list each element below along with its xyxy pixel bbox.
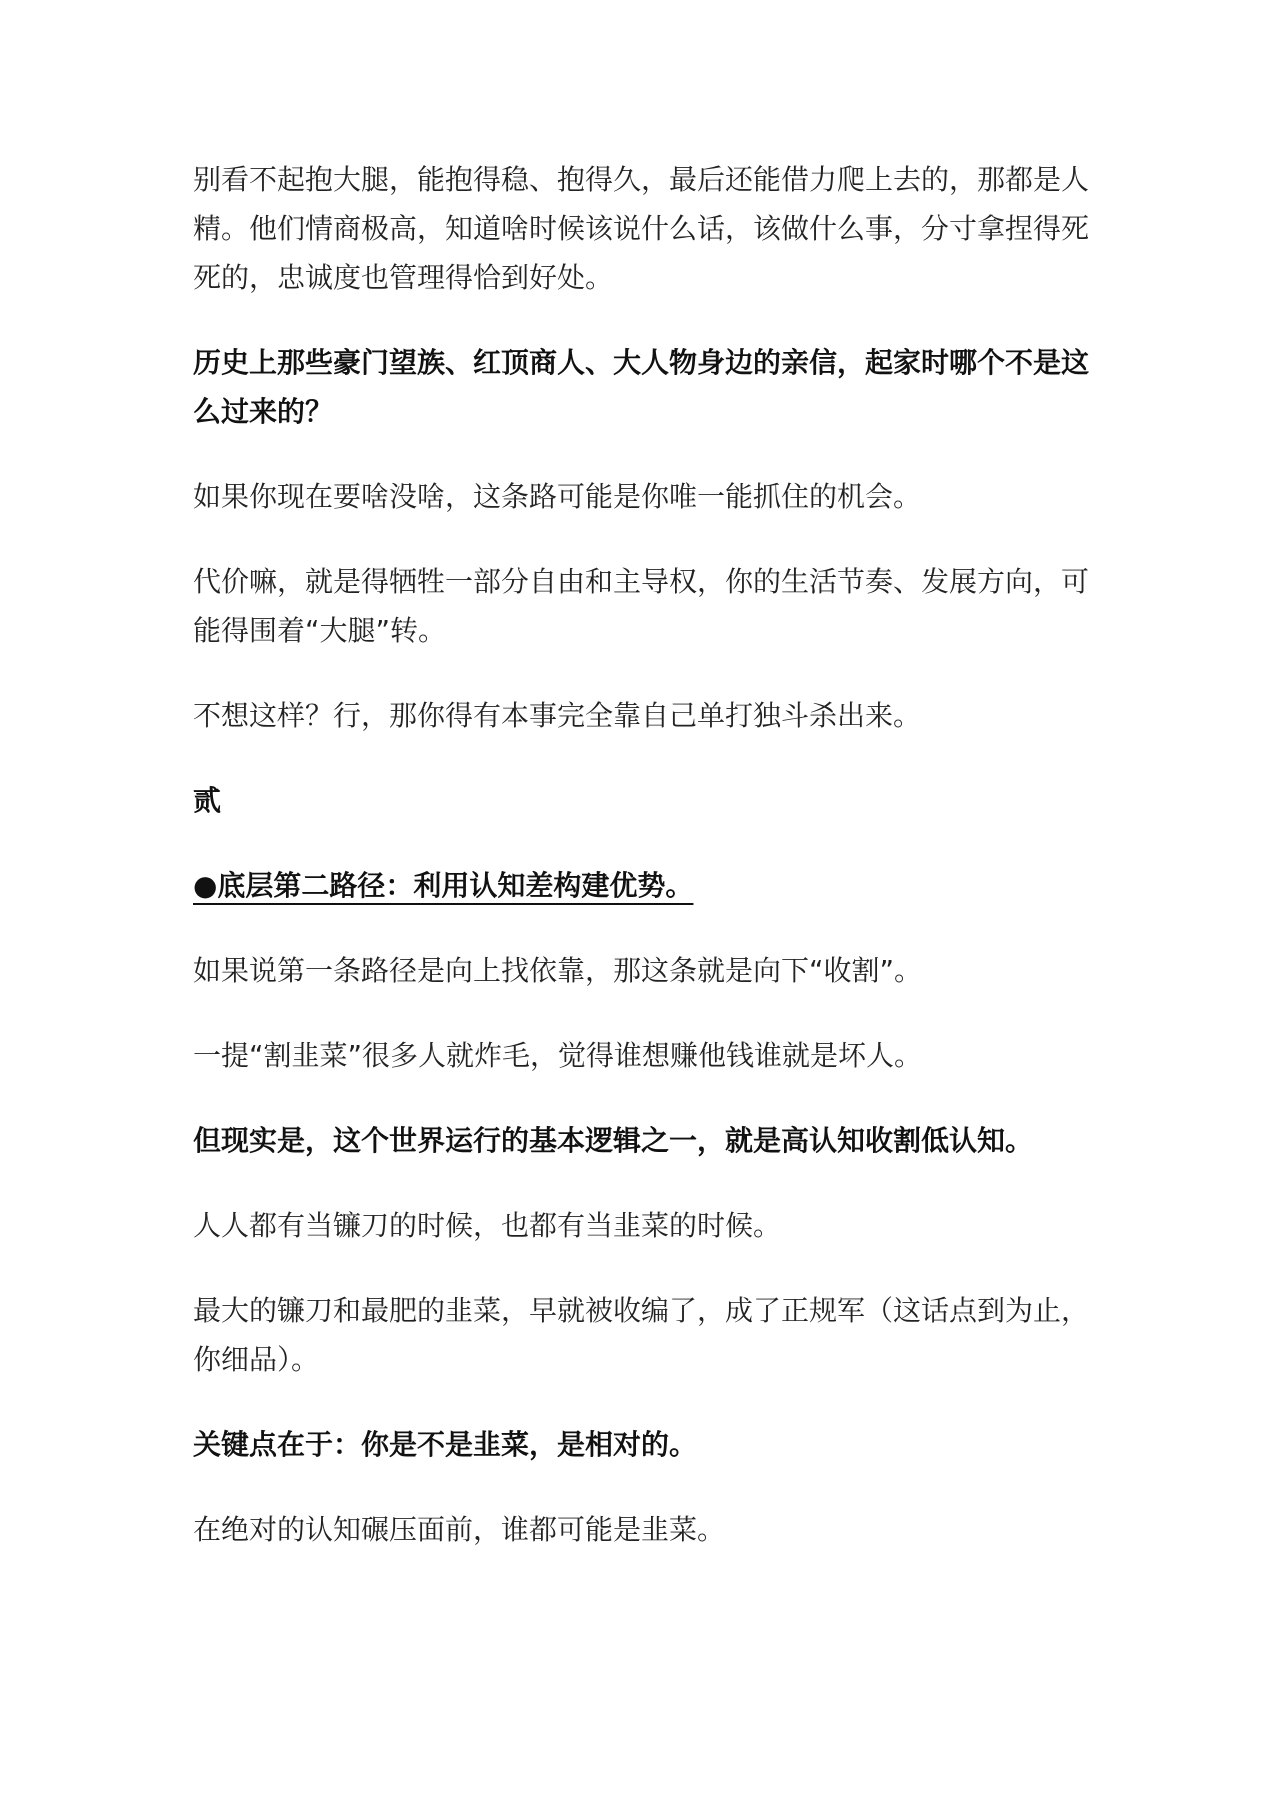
paragraph-12: 在绝对的认知碾压面前，谁都可能是韭菜。 [193, 1513, 726, 1546]
paragraph-7: 一提“割韭菜”很多人就炸毛，觉得谁想赚他钱谁就是坏人。 [193, 1039, 923, 1072]
subheading-text: ●底层第二路径：利用认知差构建优势。 [193, 869, 694, 902]
paragraph-11-bold: 关键点在于：你是不是韭菜，是相对的。 [193, 1428, 698, 1461]
section-heading: 贰 [193, 784, 222, 817]
paragraph-4: 代价嘛，就是得牺牲一部分自由和主导权，你的生活节奏、发展方向，可能得围着“大腿”转。 [193, 565, 1090, 647]
paragraph-1: 别看不起抱大腿，能抱得稳、抱得久，最后还能借力爬上去的，那都是人精。他们情商极高，知道啥时候该说什么话，该做什么事，分寸拿捏得死死的，忠诚度也管理得恰到好处。 [193, 163, 1090, 294]
paragraph-5: 不想这样？行，那你得有本事完全靠自己单打独斗杀出来。 [193, 699, 922, 732]
document-page [193, 155, 1093, 1590]
paragraph-10: 最大的镰刀和最肥的韭菜，早就被收编了，成了正规军（这话点到为止，你细品）。 [193, 1294, 1090, 1376]
section-subheading [193, 861, 1093, 910]
paragraph-2-bold: 历史上那些豪门望族、红顶商人、大人物身边的亲信，起家时哪个不是这么过来的？ [193, 346, 1090, 428]
paragraph-6: 如果说第一条路径是向上找依靠，那这条就是向下“收割”。 [193, 954, 923, 987]
paragraph-3: 如果你现在要啥没啥，这条路可能是你唯一能抓住的机会。 [193, 480, 922, 513]
paragraph-9: 人人都有当镰刀的时候，也都有当韭菜的时候。 [193, 1209, 782, 1242]
paragraph-8-bold: 但现实是，这个世界运行的基本逻辑之一，就是高认知收割低认知。 [193, 1124, 1034, 1157]
